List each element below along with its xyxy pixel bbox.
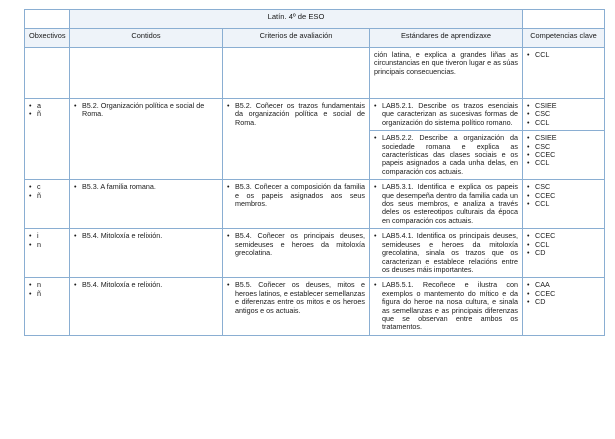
competence-item: • CD	[527, 298, 600, 306]
table-title-row	[25, 10, 605, 29]
standard-cell	[370, 99, 523, 131]
objective-item: • c	[29, 183, 65, 191]
objectives-cell	[25, 278, 70, 335]
content-item: • B5.4. Mitoloxía e relixión.	[74, 232, 218, 240]
standard-item: • LAB5.2.1. Describe os trazos esenciais que caracterizan as sucesivas formas de organización do sistema político romano.	[374, 102, 518, 127]
header-standards: Estándares de aprendizaxe	[370, 29, 523, 48]
criterion-cell	[223, 278, 370, 335]
curriculum-table	[24, 9, 605, 336]
criterion-item: • B5.2. Coñecer os trazos fundamentais da organización política e social de Roma.	[227, 102, 365, 127]
competence-item: • CAA	[527, 281, 600, 289]
criterion-item: • B5.4. Coñecer os principais deuses, semideuses e heroes da mitoloxía grecolatina.	[227, 232, 365, 257]
content-item: • B5.4. Mitoloxía e relixión.	[74, 281, 218, 289]
header-criteria: Criterios de avaliación	[223, 29, 370, 48]
competence-item: • CCL	[527, 159, 600, 167]
competence-item: • CSC	[527, 183, 600, 191]
objectives-cell	[25, 180, 70, 229]
competences-cell	[523, 278, 605, 335]
empty-cell	[70, 48, 223, 99]
objectives-cell	[25, 99, 70, 180]
standard-item: • LAB5.3.1. Identifica e explica os papeis que desempeña dentro da familia cada un dos seus membros, e analiza a través deles os estereotipos culturais da época en comparación cos actuais.	[374, 183, 518, 225]
objective-item: • ñ	[29, 110, 65, 118]
competence-item: • CSC	[527, 110, 600, 118]
competence-item: • CCL	[527, 51, 600, 59]
objective-item: • n	[29, 241, 65, 249]
standard-item: • LAB5.2.2. Describe a organización da sociedade romana e explica as características das clases sociais e os papeis asignados a cada unha delas, en comparación cos actuais.	[374, 134, 518, 176]
title-right-spacer	[523, 10, 605, 29]
content-cell	[70, 99, 223, 180]
objective-item: • ñ	[29, 290, 65, 298]
table-row	[25, 99, 605, 131]
competence-item: • CCL	[527, 200, 600, 208]
content-item: • B5.3. A familia romana.	[74, 183, 218, 191]
empty-cell	[223, 48, 370, 99]
standard-item: • LAB5.5.1. Recoñece e ilustra con exemplos o mantemento do mítico e da figura do heroe na nosa cultura, e sinala as semellanzas e as principais diferenzas que se observan entre ambos os tratamentos.	[374, 281, 518, 331]
standard-cell	[370, 180, 523, 229]
title-left-spacer	[25, 10, 70, 29]
empty-cell	[25, 48, 70, 99]
objective-item: • i	[29, 232, 65, 240]
competences-cell	[523, 99, 605, 131]
standard-cell	[370, 131, 523, 180]
objective-item: • n	[29, 281, 65, 289]
header-contents: Contidos	[70, 29, 223, 48]
competence-item: • CCEC	[527, 232, 600, 240]
criterion-cell	[223, 180, 370, 229]
criterion-cell	[223, 99, 370, 180]
competences-cell	[523, 48, 605, 99]
header-competences: Competencias clave	[523, 29, 605, 48]
competences-cell	[523, 180, 605, 229]
content-cell	[70, 229, 223, 278]
standard-continuation: ción latina, e explica a grandes liñas as circunstancias en que tiveron lugar e as súas principais consecuencias.	[370, 48, 523, 99]
competences-cell	[523, 131, 605, 180]
competence-item: • CCL	[527, 241, 600, 249]
content-cell	[70, 180, 223, 229]
objectives-cell	[25, 229, 70, 278]
competence-item: • CD	[527, 249, 600, 257]
standard-cell	[370, 278, 523, 335]
table-row	[25, 180, 605, 229]
competence-item: • CCEC	[527, 192, 600, 200]
competence-item: • CSC	[527, 143, 600, 151]
criterion-cell	[223, 229, 370, 278]
competence-item: • CSIEE	[527, 134, 600, 142]
header-objectives: Obxectivos	[25, 29, 70, 48]
competence-item: • CSIEE	[527, 102, 600, 110]
competences-cell	[523, 229, 605, 278]
table-row-continuation	[25, 48, 605, 99]
objective-item: • ñ	[29, 192, 65, 200]
standard-item: • LAB5.4.1. Identifica os principais deuses, semideuses e heroes da mitoloxía grecolatina, sinala os trazos que os caracterizan e establece relacións entre os deuses máis importantes.	[374, 232, 518, 274]
content-item: • B5.2. Organización política e social de Roma.	[74, 102, 218, 119]
table-row	[25, 229, 605, 278]
competence-item: • CCEC	[527, 290, 600, 298]
table-title: Latín. 4º de ESO	[70, 10, 523, 29]
table-row	[25, 278, 605, 335]
objective-item: • a	[29, 102, 65, 110]
criterion-item: • B5.3. Coñecer a composición da familia e os papeis asignados aos seus membros.	[227, 183, 365, 208]
standard-cell	[370, 229, 523, 278]
competence-item: • CCEC	[527, 151, 600, 159]
header-row	[25, 29, 605, 48]
content-cell	[70, 278, 223, 335]
criterion-item: • B5.5. Coñecer os deuses, mitos e heroes latinos, e establecer semellanzas e diferenzas entre os mitos e os heroes antigos e os actuais.	[227, 281, 365, 315]
competence-item: • CCL	[527, 119, 600, 127]
